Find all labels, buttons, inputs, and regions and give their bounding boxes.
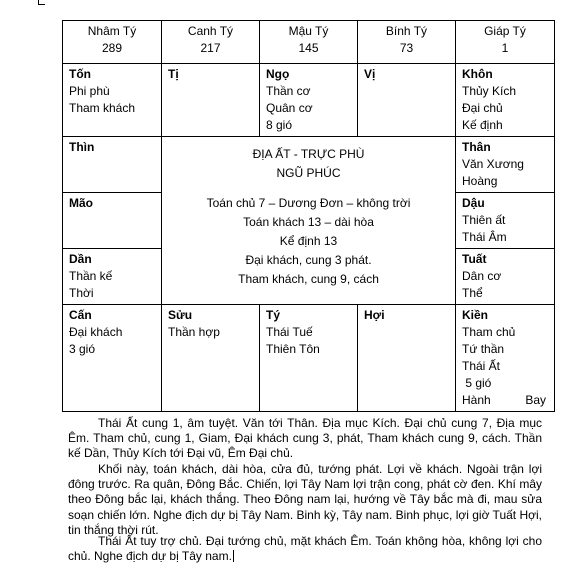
- header-name: Nhâm Tý: [87, 24, 137, 38]
- cell-label: Thân: [462, 140, 491, 154]
- cell-dan: [63, 249, 162, 305]
- cell-label: Tý: [266, 308, 281, 322]
- cell-line: Thần kế: [69, 269, 113, 283]
- cell-last-left: Hành: [462, 393, 491, 407]
- cell-ton: [63, 64, 162, 137]
- cell-line: Phi phù: [69, 84, 110, 98]
- paragraph-1: [68, 416, 542, 462]
- cell-line: 5 gió: [462, 376, 492, 390]
- ruler-tick: [38, 0, 45, 5]
- paragraph-text: Thái Ất cung 1, âm tuyệt. Văn tới Thân. Địa mục Kích. Đại chủ cung 7, Địa mục Êm. Tham chủ, cung 1, Giam, Đại khách cung 3, phát, Tham khách cung 9, cách. Thần kế Dần, Thủy Kích tới Đại vũ, Êm Đại chủ.: [68, 416, 542, 461]
- cell-label: Ngọ: [266, 67, 290, 81]
- cell-thin: [63, 137, 162, 193]
- header-name: Bính Tý: [385, 24, 428, 38]
- cell-ngo: [260, 64, 358, 137]
- cell-line: Thời: [69, 286, 94, 300]
- cell-label: Sửu: [168, 308, 193, 322]
- header-name: Giáp Tý: [484, 24, 526, 38]
- cell-label: Dậu: [462, 196, 485, 210]
- center-subtitle: NGŨ PHÚC: [276, 166, 341, 180]
- cell-line: Kế định: [462, 118, 503, 132]
- header-name: Canh Tý: [187, 24, 234, 38]
- header-num: 73: [399, 41, 414, 55]
- center-line: Kể định 13: [279, 234, 338, 248]
- cell-label: Tuất: [462, 252, 487, 266]
- cell-line: Văn Xương: [462, 157, 524, 171]
- paragraph-3: [68, 534, 542, 564]
- cell-line: Thần cơ: [266, 84, 311, 98]
- header-name: Mậu Tý: [288, 24, 329, 38]
- cell-ty: [260, 305, 358, 412]
- cell-line: Tứ thần: [462, 342, 505, 356]
- cell-label: Khôn: [462, 67, 493, 81]
- cell-can: [63, 305, 162, 412]
- center-line: Đại khách, cung 3 phát.: [245, 253, 372, 267]
- row-bottom: [63, 305, 555, 412]
- cell-line: Thái Âm: [462, 230, 507, 244]
- text-cursor[interactable]: [233, 550, 234, 562]
- cell-kien: [456, 305, 555, 412]
- header-row: [63, 21, 555, 64]
- cell-line: 8 gió: [266, 118, 293, 132]
- paragraph-text: Khối này, toán khách, dài hòa, cửa đủ, tướng phát. Lợi về khách. Ngoài trận lợi đông trước. Ra quân, Đông Bắc. Chiến, lợi Tây Nam lợi trận cong, phát cờ đen. Khí mây theo Đông bắc lại, khách thắng. Theo Đông nam lại, hướng về Tây bắc mà đi, mau sửa soạn chiến lớn. Nghe địch dự bị Tây Nam. Binh kỳ, Tây nam. Binh phục, lợi giờ Tuất Hợi, tin thắng thời rút.: [68, 462, 542, 537]
- cell-line: Thiên ất: [462, 213, 506, 227]
- cell-last-line: [462, 392, 548, 409]
- cell-line: Quân cơ: [266, 101, 313, 115]
- header-cell: [358, 21, 456, 64]
- cell-line: Thiên Tôn: [266, 342, 320, 356]
- cell-hoi: [358, 305, 456, 412]
- cell-label: Thìn: [69, 140, 95, 154]
- cell-vi: [358, 64, 456, 137]
- cell-line: Thái Ất: [462, 359, 501, 373]
- paragraph-2: [68, 462, 542, 538]
- cell-than: [456, 137, 555, 193]
- paragraph-text: Thái Ất tuy trợ chủ. Đại tướng chủ, mặt khách Êm. Toán không hòa, không lợi cho chủ. Nghe địch dự bị Tây nam.: [68, 534, 542, 564]
- cell-line: Dân cơ: [462, 269, 502, 283]
- center-title: ĐỊA ẤT - TRỰC PHÙ: [252, 147, 365, 161]
- cell-label: Tốn: [69, 67, 91, 81]
- cell-line: Thủy Kích: [462, 84, 517, 98]
- header-cell: [260, 21, 358, 64]
- cell-line: Đại chủ: [462, 101, 503, 115]
- cell-label: Cấn: [69, 308, 92, 322]
- ruler: [0, 0, 580, 4]
- cell-line: Thái Tuế: [266, 325, 313, 339]
- center-line: Tham khách, cung 9, cách: [238, 272, 379, 286]
- cell-line: Tham khách: [69, 101, 136, 115]
- cell-line: Thể: [462, 286, 483, 300]
- row-top: [63, 64, 555, 137]
- cell-label: Vị: [364, 67, 376, 81]
- center-line: Toán chủ 7 – Dương Đơn – không trời: [206, 196, 411, 210]
- cell-line: Đại khách: [69, 325, 123, 339]
- cell-label: Mão: [69, 196, 93, 210]
- header-cell: [162, 21, 260, 64]
- cell-last-right: Bay: [525, 393, 546, 407]
- cell-line: Hoàng: [462, 174, 498, 188]
- cell-label: Hợi: [364, 308, 385, 322]
- cell-ti: [162, 64, 260, 137]
- cell-line: 3 gió: [69, 342, 96, 356]
- cell-mao: [63, 193, 162, 249]
- center-cell: [162, 137, 456, 305]
- cell-dau: [456, 193, 555, 249]
- cell-label: Kiền: [462, 308, 489, 322]
- header-num: 1: [501, 41, 509, 55]
- cell-khon: [456, 64, 555, 137]
- cell-label: Dần: [69, 252, 92, 266]
- cell-line: Thần hợp: [168, 325, 220, 339]
- cell-label: Tị: [168, 67, 179, 81]
- header-num: 289: [101, 41, 123, 55]
- center-line: Toán khách 13 – dài hòa: [243, 215, 374, 229]
- cell-suu: [162, 305, 260, 412]
- header-cell: [456, 21, 555, 64]
- grid-table: [62, 20, 555, 412]
- row-thin: [63, 137, 555, 193]
- header-num: 145: [298, 41, 319, 55]
- cell-tuat: [456, 249, 555, 305]
- cell-line: Tham chủ: [462, 325, 516, 339]
- header-cell: [63, 21, 162, 64]
- header-num: 217: [200, 41, 221, 55]
